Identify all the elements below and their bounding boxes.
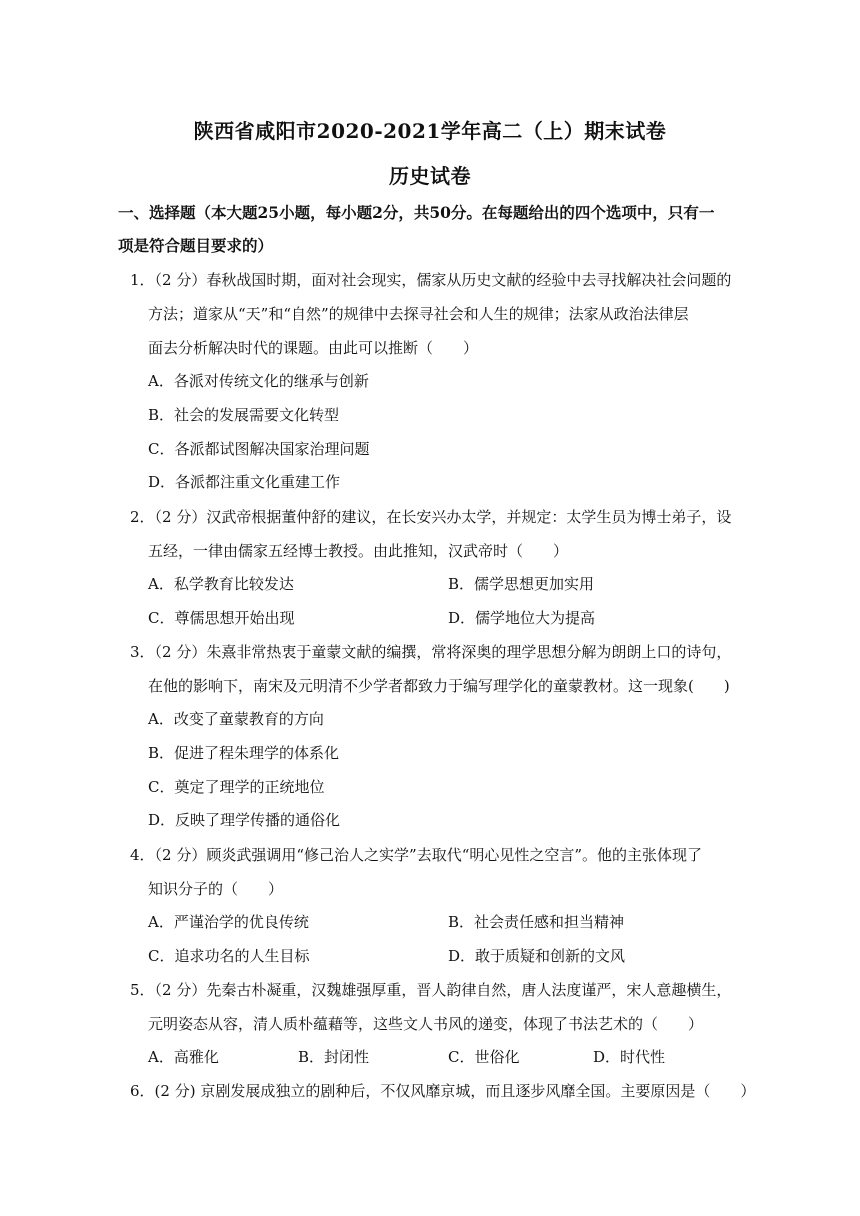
- question-1-option-c: C．各派都试图解决国家治理问题: [148, 440, 370, 458]
- question-3-line-1: 3．（2 分）朱熹非常热衷于童蒙文献的编撰，常将深奥的理学思想分解为朗朗上口的诗句，: [130, 643, 732, 661]
- question-4-option-b: B．社会责任感和担当精神: [448, 913, 625, 931]
- question-2-option-a: A．私学教育比较发达: [148, 575, 294, 593]
- question-2-line-1: 2．（2 分）汉武帝根据董仲舒的建议，在长安兴办太学，并规定：太学生员为博士弟子，设: [130, 508, 732, 526]
- section-heading-line-1: 一、选择题（本大题25小题，每小题2分，共50分。在每题给出的四个选项中，只有一: [118, 203, 715, 222]
- question-5-option-a: A．高雅化: [148, 1048, 219, 1066]
- question-4-line-1: 4．（2 分）顾炎武强调用“修己治人之实学”去取代“明心见性之空言”。他的主张体现了: [130, 846, 703, 864]
- question-1-option-d: D．各派都注重文化重建工作: [148, 473, 341, 491]
- section-heading-line-2: 项是符合题目要求的）: [118, 236, 274, 255]
- question-2-line-2: 五经，一律由儒家五经博士教授。由此推知，汉武帝时（ ）: [148, 542, 569, 560]
- question-1-line-2: 方法；道家从“天”和“自然”的规律中去探寻社会和人生的规律；法家从政治法律层: [148, 305, 689, 323]
- question-3-option-d: D．反映了理学传播的通俗化: [148, 811, 341, 829]
- question-5-option-b: B．封闭性: [298, 1048, 370, 1066]
- question-4-option-d: D．敢于质疑和创新的文风: [448, 947, 626, 965]
- question-3-option-b: B．促进了程朱理学的体系化: [148, 744, 340, 762]
- question-2-option-b: B．儒学思想更加实用: [448, 575, 595, 593]
- question-1-option-a: A．各派对传统文化的继承与创新: [148, 372, 369, 390]
- document-subtitle: 历史试卷: [389, 164, 471, 188]
- question-5-line-2: 元明姿态从容，清人质朴蕴藉等，这些文人书风的递变，体现了书法艺术的（ ）: [148, 1015, 704, 1033]
- question-4-option-a: A．严谨治学的优良传统: [148, 913, 309, 931]
- question-5-line-1: 5．（2 分）先秦古朴凝重，汉魏雄强厚重，晋人韵律自然，唐人法度谨严，宋人意趣横生，: [130, 981, 732, 999]
- question-1-line-3: 面去分析解决时代的课题。由此可以推断（ ）: [148, 339, 479, 357]
- question-1-line-1: 1．（2 分）春秋战国时期，面对社会现实，儒家从历史文献的经验中去寻找解决社会问题的: [130, 271, 732, 289]
- question-6-line-1: 6．(2 分) 京剧发展成独立的剧种后，不仅风靡京城，而且逐步风靡全国。主要原因是（ ）: [130, 1082, 756, 1100]
- question-4-line-2: 知识分子的（ ）: [148, 880, 284, 898]
- question-5-option-d: D．时代性: [593, 1048, 666, 1066]
- question-3-line-2: 在他的影响下，南宋及元明清不少学者都致力于编写理学化的童蒙教材。这一现象( ): [148, 677, 730, 695]
- question-3-option-a: A．改变了童蒙教育的方向: [148, 710, 324, 728]
- question-1-option-b: B．社会的发展需要文化转型: [148, 406, 340, 424]
- document-title: 陕西省咸阳市2020-2021学年高二（上）期末试卷: [193, 119, 667, 143]
- question-4-option-c: C．追求功名的人生目标: [148, 947, 310, 965]
- question-3-option-c: C．奠定了理学的正统地位: [148, 778, 325, 796]
- question-2-option-c: C．尊儒思想开始出现: [148, 609, 295, 627]
- question-2-option-d: D．儒学地位大为提高: [448, 609, 596, 627]
- question-5-option-c: C．世俗化: [448, 1048, 520, 1066]
